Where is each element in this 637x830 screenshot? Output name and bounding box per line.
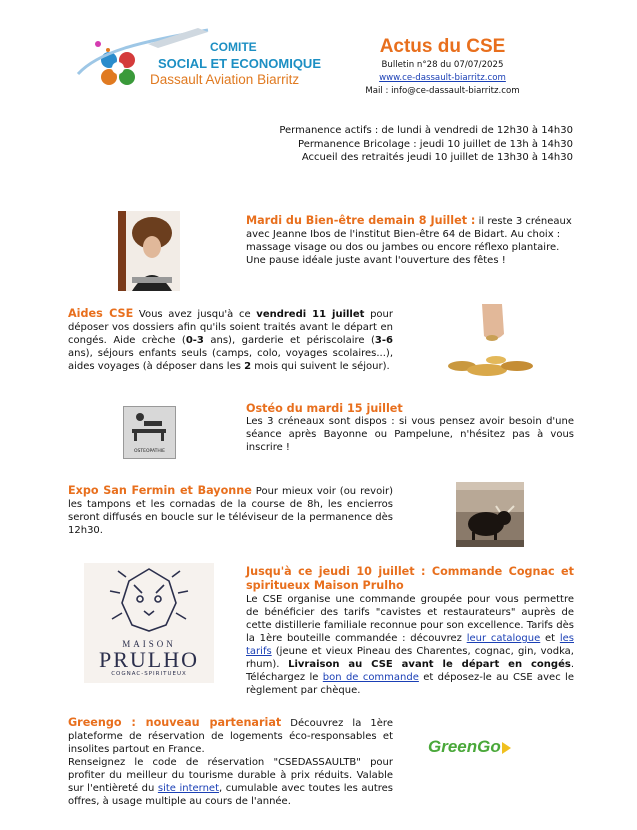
aides-months: 2	[244, 361, 252, 372]
greengo-logo-green: Green	[428, 737, 478, 756]
massage-table-icon	[124, 407, 175, 443]
brand-line-3: Dassault Aviation Biarritz	[150, 72, 300, 87]
cognac-article	[246, 565, 574, 697]
prulho-logo-maison: MAISON	[122, 639, 176, 649]
catalogue-link[interactable]: leur catalogue	[466, 633, 541, 644]
aides-text-1: Vous avez jusqu'à ce	[133, 309, 257, 320]
bon-de-commande-link[interactable]: bon de commande	[322, 672, 419, 683]
aides-title: Aides CSE	[68, 307, 134, 320]
prulho-logo-sub: COGNAC-SPIRITUEUX	[111, 671, 187, 677]
cognac-body	[246, 593, 574, 697]
brand-line-1: COMITE	[210, 40, 257, 54]
website-link[interactable]: www.ce-dassault-biarritz.com	[379, 73, 506, 83]
prulho-logo-name: PRULHO	[98, 647, 199, 672]
bienetre-text: il reste 3 créneaux avec Jeanne Ibos de l'institut Bien-être 64 de Bidart. Au choix : massage visage ou dos ou jambes ou encore réflexo plantaire. Une pause idéale juste avant l'ouverture des fêtes !	[246, 216, 572, 266]
cognac-delivery: Livraison au CSE avant le départ en congés	[288, 659, 571, 670]
greengo-article	[68, 716, 393, 808]
expo-text: Pour mieux voir (ou revoir) les tampons et les cornadas de la course de 8h, les encierros seront diffusés en boucle sur le téléviseur de la permanence dès 12h30.	[68, 486, 393, 536]
lion-head-icon	[84, 563, 214, 635]
aides-text-2: pour déposer vos dossiers afin qu'ils soient traités avant le départ en congés. Aide crèche (	[68, 309, 393, 346]
permanence-actifs: Permanence actifs : de lundi à vendredi de 12h30 à 14h30	[279, 125, 573, 136]
prulho-logo	[84, 563, 214, 683]
greengo-logo-go: Go	[477, 737, 501, 756]
bienetre-article	[246, 214, 574, 267]
aides-article	[68, 307, 393, 373]
permanence-bricolage: Permanence Bricolage : jeudi 10 juillet de 13h à 14h30	[298, 139, 573, 150]
coins-photo	[432, 304, 550, 384]
greengo-arrow-icon	[502, 742, 511, 754]
cognac-text-5: et déposez-le au CSE avec le règlement par chèque.	[246, 672, 574, 696]
wellness-photo	[118, 211, 180, 291]
osteo-article	[246, 402, 574, 454]
greengo-title: Greengo : nouveau partenariat	[68, 716, 282, 729]
tarifs-link[interactable]: les tarifs	[246, 633, 574, 657]
aides-text-5: mois qui suivent le séjour).	[251, 361, 390, 372]
aides-deadline: vendredi 11 juillet	[256, 309, 365, 320]
osteo-title: Ostéo du mardi 15 juillet	[246, 402, 403, 415]
greengo-text-1: Découvrez la 1ère plateforme de réservation de logements éco-responsables et insolites partout en France.	[68, 718, 393, 755]
bienetre-title: Mardi du Bien-être demain 8 Juillet :	[246, 214, 476, 227]
bull-run-photo	[456, 482, 524, 547]
greengo-text-3: , cumulable avec toutes les autres offres, à usage multiple au cours de l'année.	[68, 783, 394, 807]
bulletin-number: Bulletin n°28 du 07/07/2025	[381, 60, 504, 70]
aides-text-4: ans), séjours enfants seuls (camps, colo, voyages scolaires...), aides voyages (à déposer dans les	[68, 348, 393, 372]
osteopathie-sign-label: OSTEOPATHIE	[134, 449, 165, 454]
greengo-logo	[428, 737, 558, 761]
cognac-text-2: et	[540, 633, 560, 644]
cognac-title: Jusqu'à ce jeudi 10 juillet : Commande Cognac et spiritueux Maison Prulho	[246, 565, 574, 592]
aides-age-2: 3-6	[374, 335, 393, 346]
osteo-text: Les 3 créneaux sont dispos : si vous pensez avoir besoin d'une séance après Bayonne ou Pampelune, n'hésitez pas à vous inscrire !	[246, 416, 574, 453]
aides-age-1: 0-3	[185, 335, 204, 346]
newsletter-title: Actus du CSE	[379, 36, 506, 57]
aides-text-3: ans), garderie et périscolaire (	[203, 335, 375, 346]
osteopathie-sign	[123, 406, 176, 459]
accueil-retraites: Accueil des retraités jeudi 10 juillet de 13h30 à 14h30	[301, 152, 573, 163]
brand-line-2: SOCIAL ET ECONOMIQUE	[158, 56, 321, 71]
cognac-text-1: Le CSE organise une commande groupée pour vous permettre de bénéficier des tarifs "cavistes et restaurateurs" auprès de cette distillerie familiale reconnue pour son excellence. Tarifs dès la 1ère bouteille commandée : découvrez	[246, 594, 574, 644]
greengo-text-2: Renseignez le code de réservation "CSEDASSAULTB" pour profiter du meilleur du tourisme durable à prix réduits. Valable sur l'entièreté du	[68, 757, 393, 794]
cognac-text-3: (jeune et vieux Pineau des Charentes, cognac, gin, vodka, rhum).	[246, 646, 574, 670]
cognac-text-4: . Téléchargez le	[246, 659, 574, 683]
expo-title: Expo San Fermin et Bayonne	[68, 484, 252, 497]
greengo-site-link[interactable]: site internet	[157, 783, 220, 794]
expo-article	[68, 484, 393, 537]
mail-address: Mail : info@ce-dassault-biarritz.com	[365, 86, 520, 96]
